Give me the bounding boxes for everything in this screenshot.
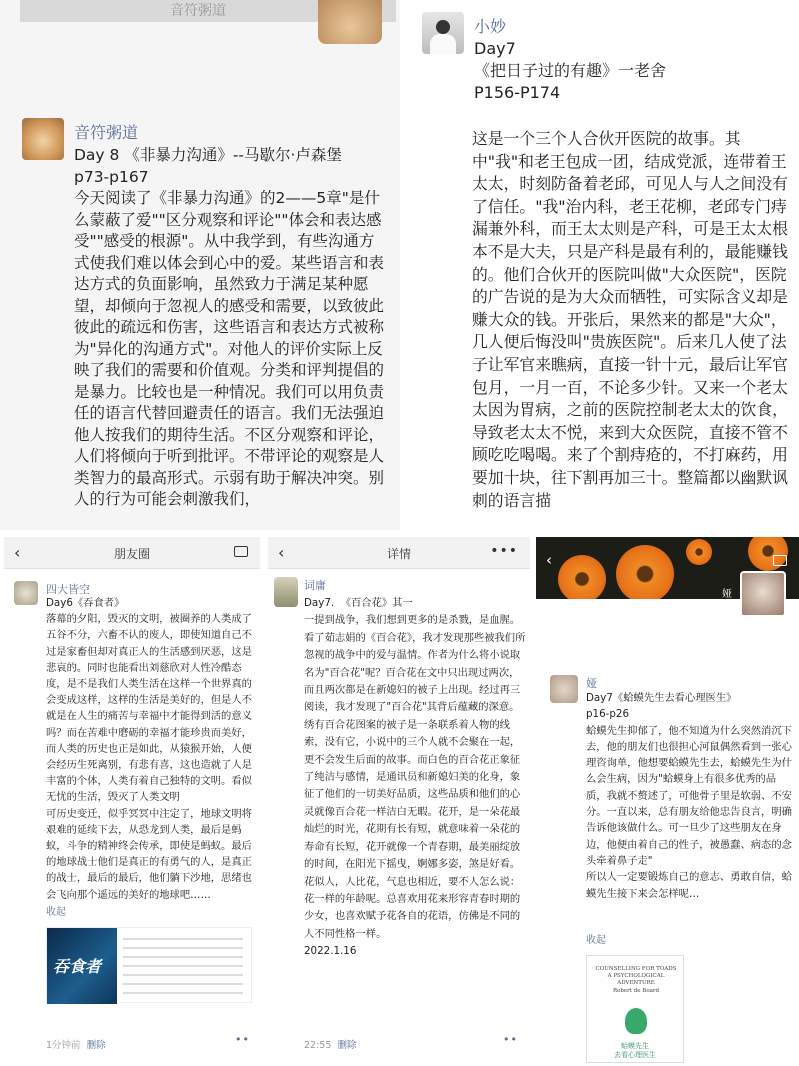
book-chinese-title: 蛤蟆先生 去看心理医生 (614, 1042, 656, 1059)
collapse-link[interactable]: 收起 (46, 907, 66, 918)
avatar[interactable] (14, 581, 38, 605)
avatar[interactable] (22, 118, 64, 160)
nav-bar (268, 537, 530, 569)
delete-link[interactable]: 删除 (86, 1040, 106, 1051)
frog-icon (625, 1008, 647, 1034)
username[interactable]: 娅 (586, 677, 597, 690)
profile-avatar[interactable] (740, 571, 786, 617)
post-text: Day7. 《百合花》其一 一提到战争，我们想到更多的是杀戮，是血腥。看了茹志娟的《百合花》，我才发现那些被我们所忽视的战争中的爱与温情。作者为什么将小说取名为"百合花"呢？百合花在文中只出现过两次，而且两次都是在新媳妇的被子上出现。经过再三阅读，我才发现了"百合花"其背后蕴藏的深意。绣有百合花图案的被子是一条联系着人物的线索，没有它，小说中的三个人就不会聚在一起，更不会发生后面的故事。而白色的百合花正象征了纯洁与感情，是通讯员和新媳妇美的化身，象征了他们的一切美好品质，这些品质和他们的心灵就像百合花一样洁白无暇。花开，是一朵花最灿烂的时光，花期有长有短，就意味着一朵花的寿命有长短，花开就像一个青春期，最美丽绽放的时间，在阳光下摇曳，婀娜多姿，煞是好看。花似人，人比花，气息也相近，要不人怎么说：花一样的年龄呢。总喜欢用花来形容青春时期的少女，也喜欢赋予花各自的花语，仿佛是不同的人不同性格一样。 2022.1.16 (304, 597, 526, 958)
post-text: Day7《蛤蟆先生去看心理医生》 p16-p26 蛤蟆先生抑郁了，他不知道为什么突然消沉下去，他的朋友们也很担心河鼠偶然看到一张心理咨询单，他想要蛤蟆先生去，蛤蟆先生为什么会生病，因为"蛤蟆身上有很多优秀的品质，我就不赘述了，可他骨子里是软弱、不安分。一直以来，总有朋友给他忠告良言，明确告诉他该做什么。可一旦少了这些朋友在身边，他便由着自己的性子，被愚蠢、病态的念头牵着鼻子走" 所以人一定要锻炼自己的意志、勇敢自信，蛤蟆先生接下来会怎样呢… (586, 692, 792, 900)
more-icon[interactable]: •• (235, 1033, 250, 1046)
moments-post-panel-5 (536, 537, 799, 1066)
post-text: Day6《吞食者》 落幕的夕阳，毁灭的文明，被圈养的人类成了五谷不分，六畜不认的废人，即使知道自己不过是家畜但却对真正人的生活感到厌恶，这是悲哀的。同时也能看出刘慈欣对人性冷酷态度，是不是我们人类生活在这样一个世界真的会变成这样，这样的生活是美好的，但是人不就是在人生的痛苦与幸福中才能得到活的意义吗？而在苦难中磨砺的幸福才能珍贵而美好，而人类的历史也正是如此，从猿猴开始，人便会经历生死离别，有悲有喜，这也造就了人是丰富的个体，人类有着自己独特的文明。看似无忧的生活，毁灭了人类文明 可历史变迁，似乎冥冥中注定了，地球文明将艰难的延续下去，从恐龙到人类，最后是蚂蚁，斗争的精神终会传承，即使是蚂蚁。最后的地球战士他们是真正的有勇气的人，是真正的战士，最后的最后，他们躺下沙地，思绪也会飞向那个遥远的美好的地球吧…… (46, 597, 252, 901)
nav-title: 详情 (386, 547, 411, 561)
dog-avatar-image (318, 0, 382, 44)
more-icon[interactable]: •• (503, 1033, 518, 1046)
previous-post-title: 音符粥道 (170, 3, 226, 19)
post-text: Day 8 《非暴力沟通》--马歇尔·卢森堡 p73-p167 今天阅读了《非暴力沟通》的2——5章"是什么蒙蔽了爱""区分观察和评论""体会和表达感受""感受的根源"。从中我学到，有些沟通方式使我们难以体会到心中的爱。某些语言和表达方式的负面影响，虽然致力于满足某种愿望，却倾向于忽视人的感受和需要，以致彼此彼此的疏远和伤害，这些语言和表达方式被称为"异化的沟通方式"。对他人的评价实际上反映了我们的需要和价值观。分类和评判提倡的是暴力。比较也是一种情况。我们可以用负责任的语言代替回避责任的语言。我们无法强迫他人按我们的期待生活。不区分观察和评论，人们将倾向于听到批评。不带评论的观察是人类智力的最高形式。示弱有助于解决冲突。别人的行为可能会刺激我们， (74, 146, 385, 508)
back-icon[interactable]: ‹ (14, 543, 21, 562)
camera-icon[interactable] (234, 546, 248, 557)
username[interactable]: 四大皆空 (46, 583, 90, 596)
book-title: COUNSELLING FOR TOADS A PSYCHOLOGICAL ADVENTURE (595, 966, 677, 986)
time-label: 22:55 (304, 1040, 332, 1051)
post-time (46, 1037, 106, 1051)
post-header: Day7 《把日子过的有趣》一老舍 P156-P174 (474, 39, 667, 102)
book-cover-title: 吞食者 (53, 957, 102, 976)
post-text: 这是一个三个人合伙开医院的故事。其中"我"和老王包成一团，结成党派，连带着王太太，时刻防备着老邱，可见人与人之间没有了信任。"我"治内科，老王花柳，老邱专门痔漏兼外科，而王太太则是产科，可是王太太根本不是大夫，只是产科是最有利的，最能赚钱的。他们合伙开的医院叫做"大众医院"，医院的广告说的是为大众而牺牲，可实际含义却是赚大众的钱。开张后，果然来的都是"大众"，几人便后悔没叫"贵族医院"。后来几人使了法子让军官来瞧病，直接一针十元，最后让军官包月，一月一百，不论多少针。又来一个老太太因为胃病，之前的医院控制老太太的饮食，导致老太太不悦，来到大众医院，直接不管不顾吃吃喝喝。来了个割痔疮的，不打麻药，用要加十块，往下割再加三十。整篇都以幽默讽刺的语言描 (472, 129, 788, 510)
avatar[interactable] (422, 12, 464, 54)
moments-post-panel-2 (402, 0, 799, 530)
back-icon[interactable]: ‹ (546, 551, 552, 569)
book-page-lines (123, 938, 243, 1001)
book-author: Robert de Board (612, 988, 660, 994)
post-time (304, 1037, 356, 1051)
moments-post-panel-4 (268, 537, 530, 1066)
username[interactable]: 音符粥道 (74, 123, 139, 142)
book-cover-image[interactable] (586, 955, 684, 1063)
delete-link[interactable]: 删除 (337, 1040, 357, 1051)
nav-bar (4, 537, 260, 569)
collapse-link[interactable]: 收起 (586, 935, 606, 946)
nav-title: 朋友圈 (113, 547, 150, 561)
username[interactable]: 小妙 (474, 17, 507, 36)
camera-icon[interactable] (773, 555, 787, 566)
moments-post-panel-1 (0, 0, 400, 530)
more-icon[interactable]: ••• (490, 543, 518, 559)
avatar[interactable] (550, 675, 578, 703)
username[interactable]: 词庸 (304, 579, 326, 592)
time-label: 1分钟前 (46, 1040, 81, 1051)
book-cover-image (47, 928, 117, 1004)
shared-book-card[interactable] (46, 927, 252, 1003)
back-icon[interactable]: ‹ (278, 543, 285, 562)
cover-username: 娅 (722, 589, 732, 600)
moments-post-panel-3 (4, 537, 260, 1066)
avatar[interactable] (274, 577, 298, 607)
